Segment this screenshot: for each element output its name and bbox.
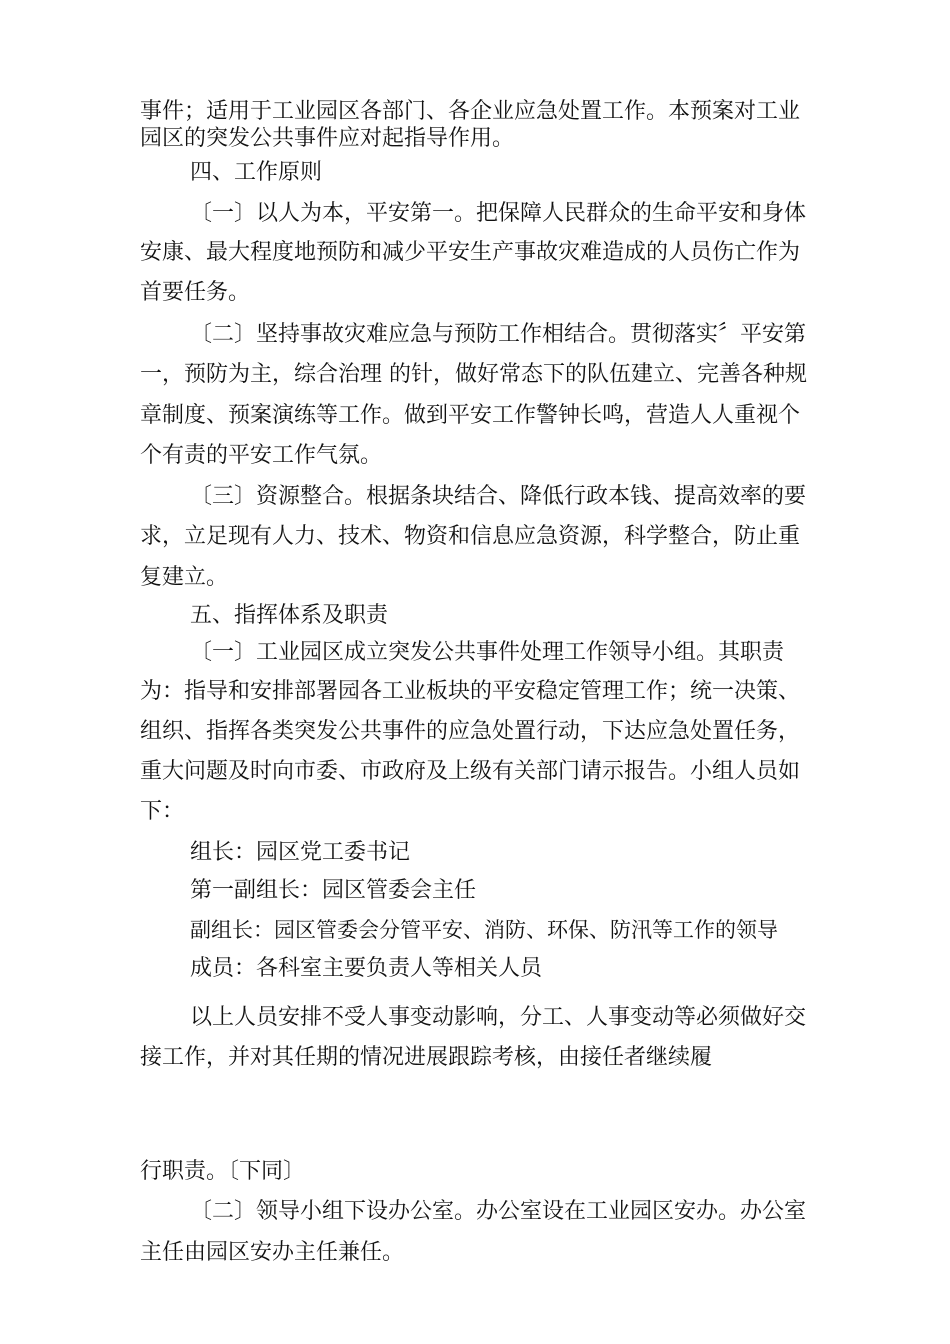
paragraph-line: 主任由园区安办主任兼任。 [140,1240,405,1265]
paragraph-line: 安康、最大程度地预防和减少平安生产事故灾难造成的人员伤亡作为 [140,240,801,265]
paragraph-line: 复建立。 [140,565,229,590]
paragraph-line: 重大问题及时向市委、市政府及上级有关部门请示报告。小组人员如 [140,759,801,784]
paragraph-line: 个有责的平安工作气氛。 [140,443,383,468]
paragraph-line: 章制度、预案演练等工作。做到平安工作警钟长鸣，营造人人重视个 [140,403,801,428]
member-line: 副组长：园区管委会分管平安、消防、环保、防汛等工作的领导 [190,918,778,942]
paragraph-line: 〔一〕工业园区成立突发公共事件处理工作领导小组。其职责 [190,640,785,665]
member-line: 成员：各科室主要负责人等相关人员 [190,956,543,981]
paragraph-line: 一，预防为主，综合治理 的针，做好常态下的队伍建立、完善各种规 [140,362,807,387]
paragraph-line: 〔二〕领导小组下设办公室。办公室设在工业园区安办。办公室 [190,1199,807,1224]
section-heading: 五、指挥体系及职责 [190,603,389,628]
paragraph-line: 〔一〕以人为本，平安第一。把保障人民群众的生命平安和身体 [190,201,807,226]
paragraph-line: 事件；适用于工业园区各部门、各企业应急处置工作。本预案对工业 [140,99,801,124]
paragraph-line: 〔三〕资源整合。根据条块结合、降低行政本钱、提高效率的要 [190,484,807,509]
paragraph-line: 为：指导和安排部署园各工业板块的平安稳定管理工作；统一决策、 [140,679,801,704]
section-heading: 四、工作原则 [190,160,323,185]
paragraph-line: 下： [140,799,185,824]
paragraph-line: 〔二〕坚持事故灾难应急与预防工作相结合。贯彻落实〞平安第 [190,322,807,347]
member-line: 组长：园区党工委书记 [190,840,411,865]
paragraph-line: 接工作，并对其任期的情况进展跟踪考核，由接任者继续履 [140,1045,713,1070]
member-line: 第一副组长：园区管委会主任 [190,878,477,903]
paragraph-line: 首要任务。 [140,280,251,305]
paragraph-line: 求，立足现有人力、技术、物资和信息应急资源，科学整合，防止重 [140,524,801,549]
paragraph-line: 以上人员安排不受人事变动影响，分工、人事变动等必须做好交 [190,1005,807,1030]
paragraph-line: 园区的突发公共事件应对起指导作用。 [140,126,515,151]
paragraph-line: 行职责。〔下同〕 [140,1159,306,1184]
paragraph-line: 组织、指挥各类突发公共事件的应急处置行动，下达应急处置任务， [140,719,801,744]
